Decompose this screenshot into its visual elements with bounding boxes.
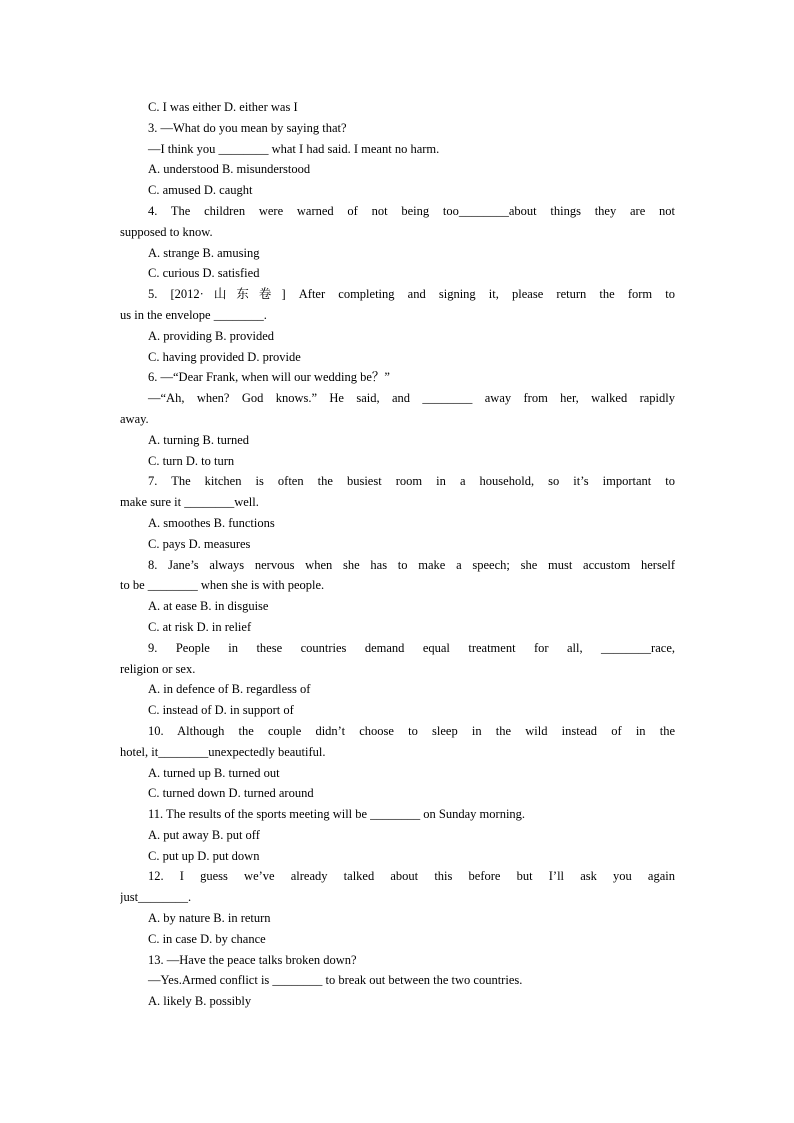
text-line: make sure it ________well. <box>120 495 259 510</box>
text-line: 5. [2012·山东卷] After completing and signing it, please return the form to <box>148 287 675 302</box>
text-line: 13. —Have the peace talks broken down? <box>148 952 357 967</box>
text-line: C. put up D. put down <box>148 848 260 863</box>
text-line: 3. —What do you mean by saying that? <box>148 120 347 135</box>
text-line: 10. Although the couple didn’t choose to sleep in the wild instead of in the <box>148 723 675 738</box>
text-line: A. strange B. amusing <box>148 245 260 260</box>
text-line: C. I was either D. either was I <box>148 100 298 114</box>
text-line: A. likely B. possibly <box>148 994 252 1009</box>
text-line: 11. The results of the sports meeting will be ________ on Sunday morning. <box>148 807 526 822</box>
text-line: C. instead of D. in support of <box>148 703 294 718</box>
text-line: 8. Jane’s always nervous when she has to make a speech; she must accustom herself <box>148 557 675 572</box>
text-line: —“Ah, when? God knows.” He said, and ________ away from her, walked rapidly <box>148 391 675 406</box>
text-line: religion or sex. <box>120 661 196 676</box>
text-line: to be ________ when she is with people. <box>120 578 325 593</box>
text-line: A. turning B. turned <box>148 432 250 447</box>
text-line: C. amused D. caught <box>148 183 253 198</box>
text-line: C. at risk D. in relief <box>148 619 252 634</box>
text-line: A. at ease B. in disguise <box>148 599 269 614</box>
text-line: 7. The kitchen is often the busiest room in a household, so it’s important to <box>148 474 675 489</box>
exercise-text <box>120 97 675 1012</box>
text-line: 4. The children were warned of not being too________about things they are not <box>148 203 675 218</box>
text-line: us in the envelope ________. <box>120 307 267 322</box>
text-line: 12. I guess we’ve already talked about this before but I’ll ask you again <box>148 869 675 884</box>
text-line: C. turn D. to turn <box>148 453 235 468</box>
text-line: —I think you ________ what I had said. I meant no harm. <box>148 141 440 156</box>
text-line: —Yes.Armed conflict is ________ to break out between the two countries. <box>148 973 523 988</box>
text-line: just________. <box>120 890 192 905</box>
text-line: A. understood B. misunderstood <box>148 162 311 177</box>
text-line: A. put away B. put off <box>148 827 260 842</box>
text-line: 6. —“Dear Frank, when will our wedding be？” <box>148 370 390 385</box>
text-line: A. providing B. provided <box>148 328 275 343</box>
text-line: C. curious D. satisfied <box>148 266 260 281</box>
text-line: C. having provided D. provide <box>148 349 301 364</box>
text-line: A. in defence of B. regardless of <box>148 682 311 697</box>
text-line: A. smoothes B. functions <box>148 515 275 530</box>
text-line: 9. People in these countries demand equal treatment for all, ________race, <box>148 640 675 655</box>
text-line: hotel, it________unexpectedly beautiful. <box>120 744 326 759</box>
text-line: C. in case D. by chance <box>148 931 266 946</box>
text-line: away. <box>120 411 149 426</box>
text-line: C. pays D. measures <box>148 536 251 551</box>
text-line: A. turned up B. turned out <box>148 765 280 780</box>
text-line: A. by nature B. in return <box>148 911 271 926</box>
text-line: C. turned down D. turned around <box>148 786 314 801</box>
text-line: supposed to know. <box>120 224 213 239</box>
